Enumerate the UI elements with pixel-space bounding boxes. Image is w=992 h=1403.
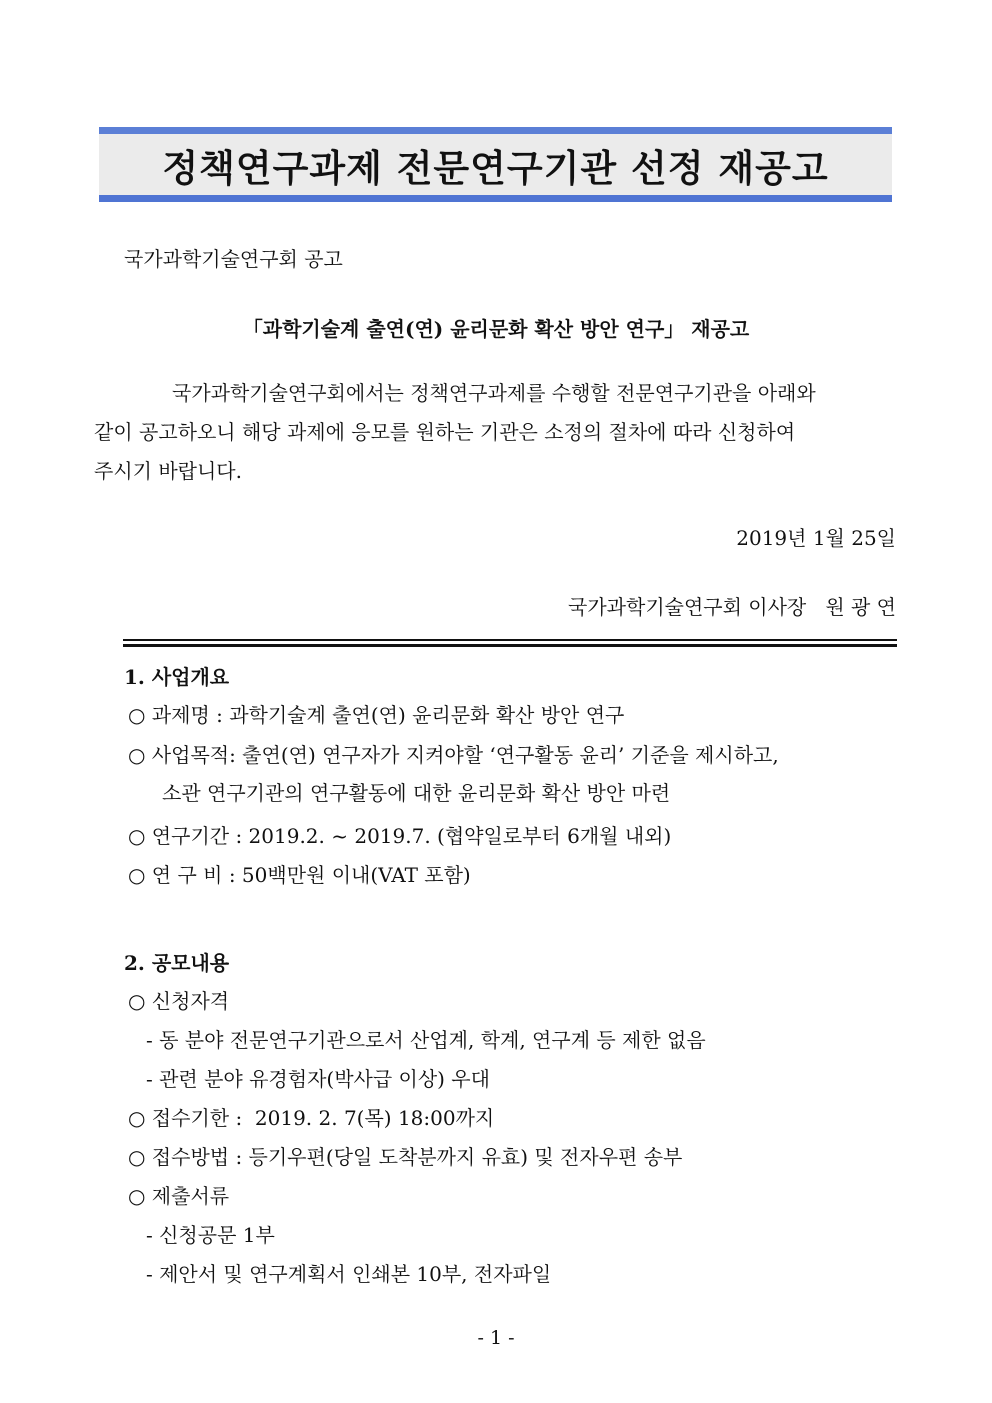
intro-line-3: 주시기 바랍니다. <box>94 459 242 483</box>
notice-date: 2019년 1월 25일 <box>736 526 896 550</box>
section1-heading: 1. 사업개요 <box>124 665 230 689</box>
section1-item-task-name: ○ 과제명 : 과학기술계 출연(연) 윤리문화 확산 방안 연구 <box>128 703 625 727</box>
intro-paragraph <box>94 374 896 491</box>
divider-thin <box>123 639 897 641</box>
section2-item-documents: ○ 제출서류 <box>128 1184 230 1208</box>
page-number: - 1 - <box>477 1327 515 1349</box>
notice-org: 국가과학기술연구회 공고 <box>124 247 343 271</box>
section2-heading: 2. 공모내용 <box>124 951 230 975</box>
section2-item-deadline: ○ 접수기한 : 2019. 2. 7(목) 18:00까지 <box>128 1106 495 1130</box>
section2-item-documents-2: - 제안서 및 연구계획서 인쇄본 10부, 전자파일 <box>146 1262 552 1286</box>
title-box <box>99 127 892 202</box>
section1-item-purpose-cont: 소관 연구기관의 연구활동에 대한 윤리문화 확산 방안 마련 <box>162 781 671 805</box>
section2-item-eligibility: ○ 신청자격 <box>128 989 230 1013</box>
section1-item-period: ○ 연구기간 : 2019.2. ~ 2019.7. (협약일로부터 6개월 내외) <box>128 824 672 848</box>
intro-line-1: 국가과학기술연구회에서는 정책연구과제를 수행할 전문연구기관을 아래와 <box>172 381 816 405</box>
section1-item-purpose: ○ 사업목적: 출연(연) 연구자가 지켜야할 ‘연구활동 윤리’ 기준을 제시하고, <box>128 743 779 767</box>
signatory: 국가과학기술연구회 이사장 원 광 연 <box>568 595 896 619</box>
section2-item-eligibility-1: - 동 분야 전문연구기관으로서 산업계, 학계, 연구계 등 제한 없음 <box>146 1028 706 1052</box>
document-title: 정책연구과제 전문연구기관 선정 재공고 <box>162 146 829 190</box>
section2-item-method: ○ 접수방법 : 등기우편(당일 도착분까지 유효) 및 전자우편 송부 <box>128 1145 683 1169</box>
divider-thick <box>123 644 897 647</box>
notice-subtitle: 「과학기술계 출연(연) 윤리문화 확산 방안 연구」 재공고 <box>242 317 750 341</box>
section2-item-eligibility-2: - 관련 분야 유경험자(박사급 이상) 우대 <box>146 1067 490 1091</box>
section1-item-budget: ○ 연 구 비 : 50백만원 이내(VAT 포함) <box>128 863 471 887</box>
section2-item-documents-1: - 신청공문 1부 <box>146 1223 275 1247</box>
intro-line-2: 같이 공고하오니 해당 과제에 응모를 원하는 기관은 소정의 절차에 따라 신청하여 <box>94 420 796 444</box>
